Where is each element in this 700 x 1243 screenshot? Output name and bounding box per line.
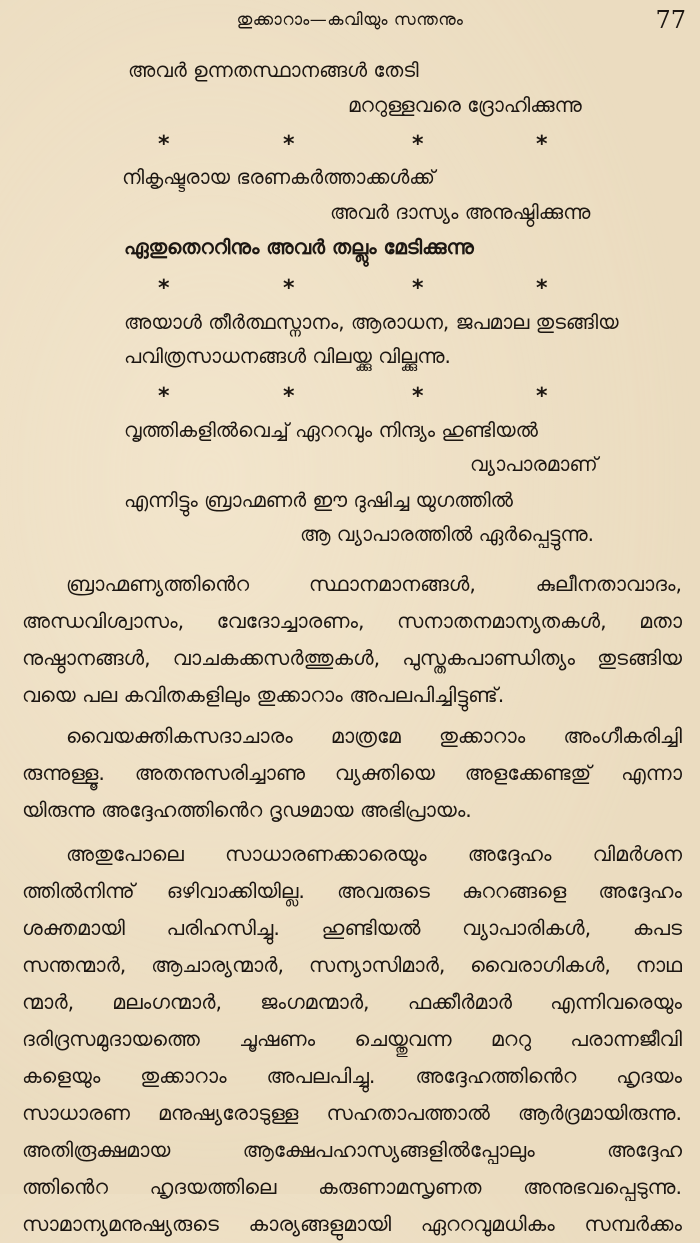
paragraph-line: വൈയക്തികസദാചാരം മാത്രമേ തുക്കാറാം അംഗീകരിച്ചി (66, 724, 682, 748)
separator-star: * (536, 276, 548, 301)
separator-star: * (158, 384, 170, 409)
paragraph-line: അതിരൂക്ഷമായ ആക്ഷേപഹാസ്യങ്ങളിൽപ്പോലും അദ്ദേഹ (22, 1138, 682, 1162)
verse-line: നികൃഷ്ടരായ ഭരണകർത്താക്കൾക്ക് (122, 165, 435, 189)
verse-line: മററുള്ളവരെ ദ്രോഹിക്കുന്നു (348, 93, 582, 117)
paragraph-line: ശക്തമായി പരിഹസിച്ചു. ഹുണ്ടിയൽ വ്യാപാരികൾ, കപട (22, 916, 682, 940)
separator-star: * (283, 132, 295, 157)
verse-line: അവർ ഉന്നതസ്ഥാനങ്ങൾ തേടി (128, 58, 419, 82)
paragraph-line: വയെ പല കവിതകളിലും തുക്കാറാം അപലപിച്ചിട്ടുണ്ട്. (22, 683, 505, 707)
separator-star: * (536, 132, 548, 157)
paragraph-line: അതുപോലെ സാധാരണക്കാരെയും അദ്ദേഹം വിമർശന (66, 842, 682, 866)
paragraph-line: ന്മാർ, മലംഗന്മാർ, ജംഗമന്മാർ, ഫക്കീർമാർ എന്നിവരെയും (22, 990, 682, 1014)
paragraph-line: രുന്നുള്ളൂ. അതനുസരിച്ചാണു വ്യക്തിയെ അളക്കേണ്ടതു് എന്നാ (22, 761, 682, 785)
paragraph-line: ബ്രാഹ്മണ്യത്തിൻെറ സ്ഥാനമാനങ്ങൾ, കുലീനതാവാദം, (66, 572, 682, 596)
running-head: തുക്കാറാം—കവിയും സന്തനും (236, 10, 464, 30)
paragraph-line: സന്തന്മാർ, ആചാര്യന്മാർ, സന്യാസിമാർ, വൈരാഗികൾ, നാഥ (22, 953, 682, 977)
separator-star: * (283, 384, 295, 409)
verse-line: വ്യാപാരമാണ് (470, 452, 598, 476)
verse-line: അവർ ദാസ്യം അനുഷ്ഠിക്കുന്നു (330, 200, 591, 224)
separator-star: * (536, 384, 548, 409)
paragraph-line: ത്തിൽനിന്നു് ഒഴിവാക്കിയില്ല. അവരുടെ കുററങ്ങളെ അദ്ദേഹം (22, 879, 682, 903)
separator-star: * (283, 276, 295, 301)
separator-star: * (412, 276, 424, 301)
separator-star: * (158, 132, 170, 157)
paragraph-line: അന്ധവിശ്വാസം, വേദോച്ചാരണം, സനാതനമാന്യതകൾ, മതാ (22, 609, 682, 633)
separator-star: * (412, 132, 424, 157)
paragraph-line: നുഷ്ഠാനങ്ങൾ, വാചകക്കസർത്തുകൾ, പുസ്തകപാണ്ഡിത്യം തുടങ്ങിയ (22, 646, 682, 670)
verse-line: എന്നിട്ടും ബ്രാഹ്മണർ ഈ ദുഷിച്ച യുഗത്തിൽ (124, 488, 513, 512)
paragraph (22, 566, 682, 714)
paragraph (22, 718, 682, 829)
section-separator (0, 276, 700, 301)
paragraph-line: സാധാരണ മനുഷ്യരോടുള്ള സഹതാപത്താൽ ആർദ്രമായിരുന്നു. (22, 1101, 682, 1125)
paragraph-line: ത്തിൻെറ ഹൃദയത്തിലെ കരുണാമസൃണത അനുഭവപ്പെടുന്നു. (22, 1175, 682, 1199)
verse-line: അയാൾ തീർത്ഥസ്നാനം, ആരാധന, ജപമാല തുടങ്ങിയ (124, 310, 619, 334)
paragraph (22, 836, 682, 1243)
verse-line: പവിത്രസാധനങ്ങൾ വിലയ്ക്കു വില്ക്കുന്നു. (124, 344, 451, 368)
verse-line: ആ വ്യാപാരത്തിൽ ഏർപ്പെട്ടുന്നു. (300, 522, 594, 546)
page-number: 77 (655, 6, 686, 34)
page-header (0, 6, 700, 40)
paragraph-line: യിരുന്നു അദ്ദേഹത്തിൻെറ ദൃഢമായ അഭിപ്രായം. (22, 798, 472, 822)
paragraph-line: ദരിദ്രസമുദായത്തെ ചൂഷണം ചെയ്തുവന്ന മററു പരാന്നജീവി (22, 1027, 682, 1051)
separator-star: * (158, 276, 170, 301)
paragraph-line: സാമാന്യമനുഷ്യരുടെ കാര്യങ്ങളുമായി ഏററവുമധികം സമ്പർക്കം (22, 1212, 682, 1236)
verse-line: വൃത്തികളിൽവെച്ച് ഏററവും നിന്ദ്യം ഹുണ്ടിയൽ (124, 418, 538, 442)
paragraph-line: കളെയും തുക്കാറാം അപലപിച്ചു. അദ്ദേഹത്തിൻെറ ഹൃദയം (22, 1064, 682, 1088)
section-separator (0, 132, 700, 157)
separator-star: * (412, 384, 424, 409)
verse-line: ഏതുതെററിനും അവർ തല്ലും മേടിക്കുന്നു (124, 235, 474, 259)
section-separator (0, 384, 700, 409)
